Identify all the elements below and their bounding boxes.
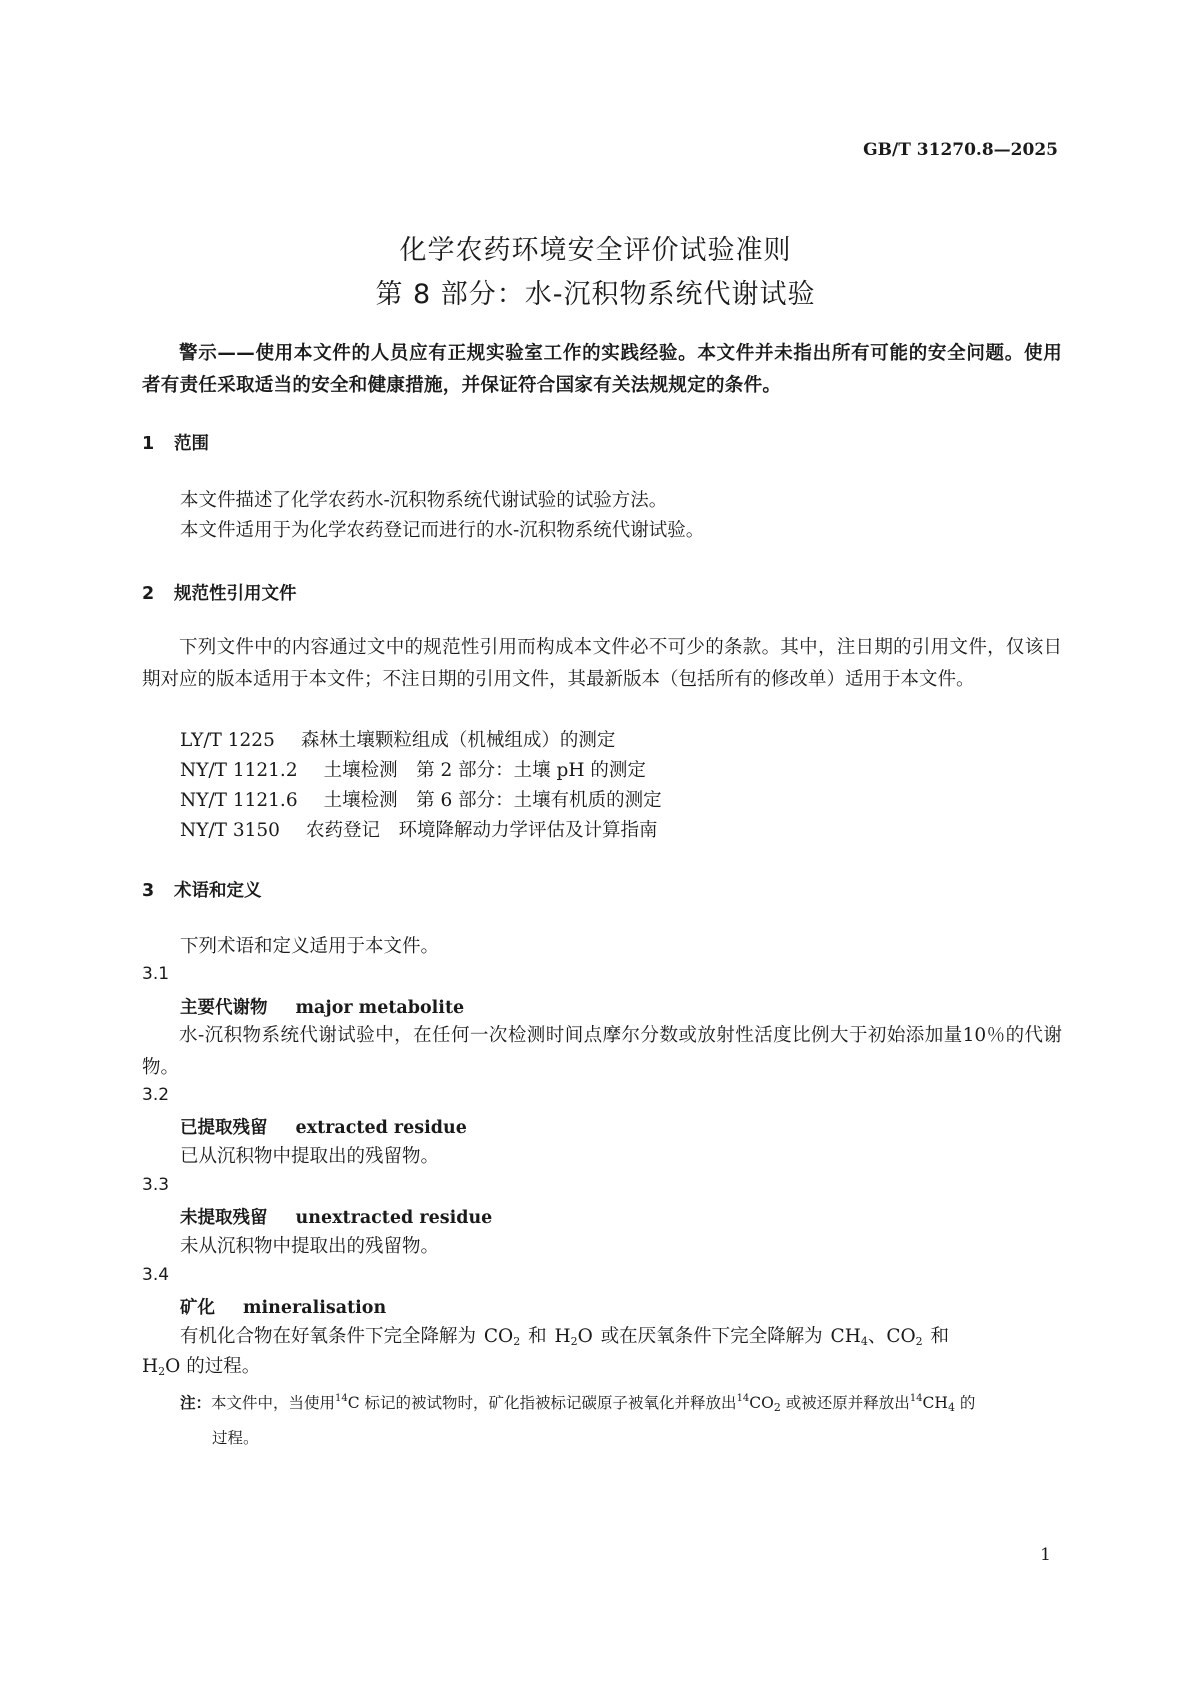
document-title: 化学农药环境安全评价试验准则 bbox=[399, 235, 792, 266]
section-3-heading bbox=[142, 877, 262, 902]
term-heading bbox=[180, 1204, 492, 1229]
section-number: 2 bbox=[142, 584, 155, 604]
page-number: 1 bbox=[1040, 1545, 1051, 1565]
reference-code: NY/T 3150 bbox=[180, 820, 280, 841]
term-zh: 已提取残留 bbox=[180, 1118, 268, 1138]
term-definition: 有机化合物在好氧条件下完全降解为 $CO_2$ 和 $H_2O$ 或在厌氧条件下完全降解为 $CH_4$、$CO_2$ 和 bbox=[180, 1326, 950, 1348]
note-label: 注： bbox=[180, 1394, 212, 1412]
term-en: extracted residue bbox=[295, 1118, 467, 1138]
term-number: 3.4 bbox=[142, 1265, 170, 1285]
term-en: unextracted residue bbox=[295, 1208, 493, 1228]
term-zh: 主要代谢物 bbox=[180, 998, 268, 1018]
term-definition-continued: $H_2O$ 的过程。 bbox=[142, 1356, 261, 1378]
reference-code: NY/T 1121.6 bbox=[180, 790, 298, 811]
reference-item bbox=[180, 816, 657, 842]
term-number: 3.3 bbox=[142, 1175, 170, 1195]
note-continuation: 过程。 bbox=[212, 1429, 259, 1447]
reference-item bbox=[180, 756, 646, 782]
reference-item bbox=[180, 726, 615, 752]
term-zh: 未提取残留 bbox=[180, 1208, 268, 1228]
term-number: 3.1 bbox=[142, 964, 170, 984]
term-definition: 水-沉积物系统代谢试验中，在任何一次检测时间点摩尔分数或放射性活度比例大于初始添加量10％的代谢物。 bbox=[142, 1025, 1062, 1078]
term-heading bbox=[180, 994, 464, 1019]
section-1-heading bbox=[142, 430, 209, 455]
standard-number: GB/T 31270.8—2025 bbox=[863, 140, 1058, 160]
reference-title: 森林土壤颗粒组成（机械组成）的测定 bbox=[300, 730, 616, 751]
section-title: 术语和定义 bbox=[174, 881, 262, 901]
reference-code: LY/T 1225 bbox=[180, 730, 275, 751]
scope-paragraph-2: 本文件适用于为化学农药登记而进行的水-沉积物系统代谢试验。 bbox=[180, 520, 705, 541]
term-heading bbox=[180, 1114, 467, 1139]
terms-intro: 下列术语和定义适用于本文件。 bbox=[180, 936, 440, 957]
term-en: major metabolite bbox=[295, 998, 465, 1018]
section-title: 范围 bbox=[174, 434, 209, 454]
warning-paragraph: 警示——使用本文件的人员应有正规实验室工作的实践经验。本文件并未指出所有可能的安全问题。使用者有责任采取适当的安全和健康措施，并保证符合国家有关法规规定的条件。 bbox=[142, 343, 1062, 396]
reference-title: 土壤检测 第 2 部分：土壤 pH 的测定 bbox=[323, 760, 646, 781]
reference-item bbox=[180, 786, 662, 812]
term-en: mineralisation bbox=[243, 1298, 387, 1318]
term-number: 3.2 bbox=[142, 1085, 170, 1105]
term-definition: 已从沉积物中提取出的残留物。 bbox=[180, 1146, 440, 1167]
term-zh: 矿化 bbox=[180, 1298, 215, 1318]
document-subtitle: 第 8 部分：水-沉积物系统代谢试验 bbox=[375, 279, 816, 310]
reference-code: NY/T 1121.2 bbox=[180, 760, 298, 781]
reference-title: 土壤检测 第 6 部分：土壤有机质的测定 bbox=[323, 790, 662, 811]
term-heading bbox=[180, 1294, 386, 1319]
section-number: 3 bbox=[142, 881, 155, 901]
section-number: 1 bbox=[142, 434, 155, 454]
section-title: 规范性引用文件 bbox=[174, 584, 297, 604]
reference-title: 农药登记 环境降解动力学评估及计算指南 bbox=[305, 820, 658, 841]
section-2-heading bbox=[142, 580, 297, 605]
normative-references-intro: 下列文件中的内容通过文中的规范性引用而构成本文件必不可少的条款。其中，注日期的引用文件，仅该日期对应的版本适用于本文件；不注日期的引用文件，其最新版本（包括所有的修改单）适用于本文件。 bbox=[142, 637, 1062, 690]
term-definition: 未从沉积物中提取出的残留物。 bbox=[180, 1236, 440, 1257]
note: 注：本文件中，当使用$^{14}$C 标记的被试物时，矿化指被标记碳原子被氧化并释放出$^{14}CO_2$ 或被还原并释放出$^{14}CH_4$ 的 过程。 bbox=[180, 1384, 1060, 1453]
scope-paragraph-1: 本文件描述了化学农药水-沉积物系统代谢试验的试验方法。 bbox=[180, 490, 668, 511]
